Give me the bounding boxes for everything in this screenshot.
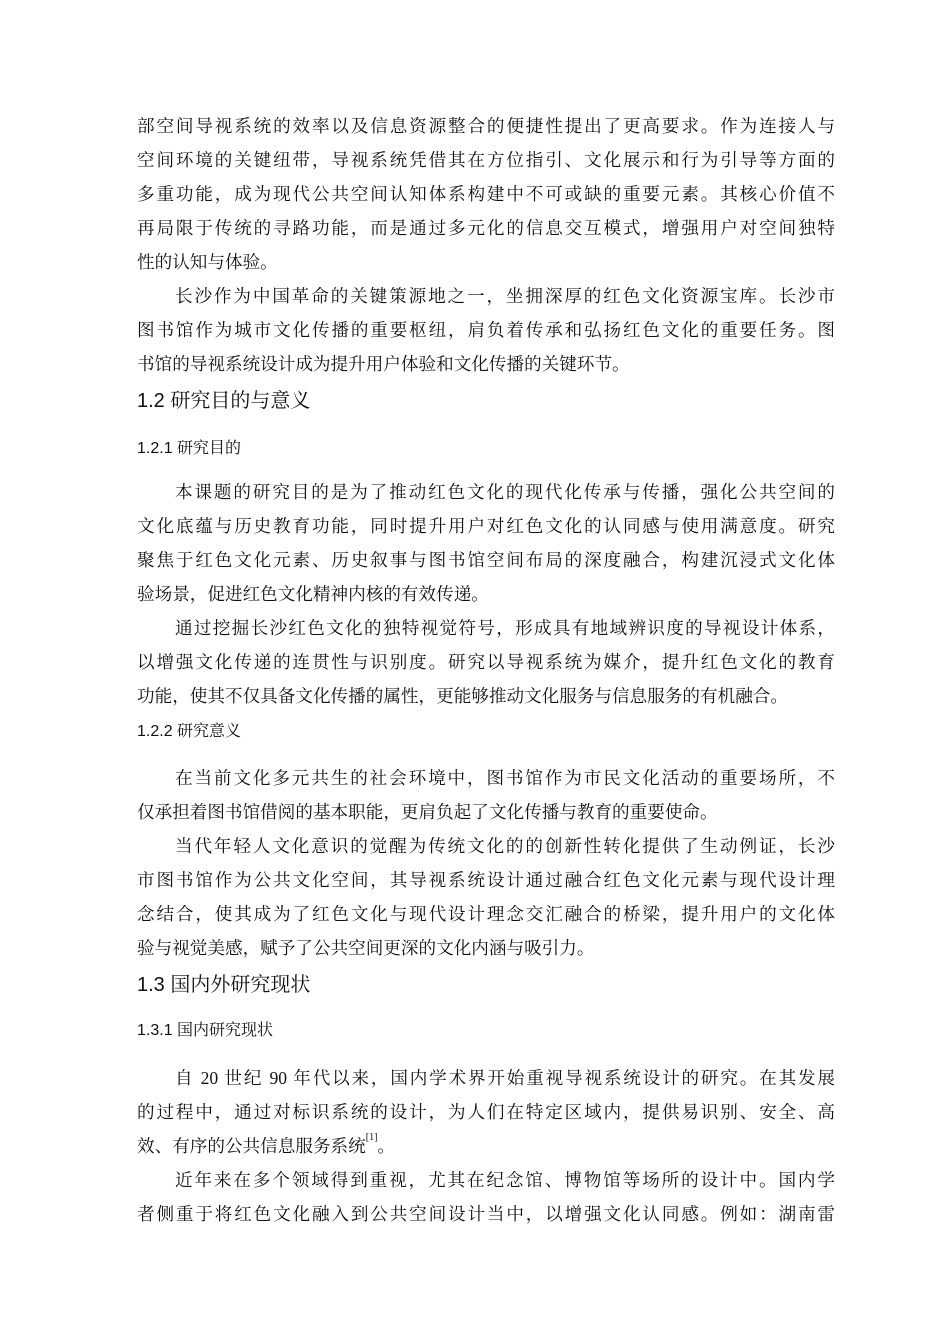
text-line xyxy=(137,1061,835,1095)
section-heading: 1.3 国内外研究现状 xyxy=(137,974,311,996)
line-text: 通过挖掘长沙红色文化的独特视觉符号，形成具有地域辨识度的导视设计体系， xyxy=(175,618,835,638)
text-line xyxy=(137,1197,835,1231)
subsection-heading: 1.2.2 研究意义 xyxy=(137,723,242,740)
line-text: 文化底蕴与历史教育功能，同时提升用户对红色文化的认同感与使用满意度。研究 xyxy=(137,516,835,536)
paragraph xyxy=(137,1163,835,1231)
text-line xyxy=(137,475,835,509)
text-line xyxy=(137,795,835,829)
paragraph xyxy=(137,761,835,829)
text-line xyxy=(137,1163,835,1197)
line-text: 空间环境的关键纽带，导视系统凭借其在方位指引、文化展示和行为引导等方面的 xyxy=(137,150,835,170)
paragraph xyxy=(137,475,835,611)
text-line xyxy=(137,829,835,863)
text-line xyxy=(137,761,835,795)
line-text: 功能，使其不仅具备文化传播的属性，更能够推动文化服务与信息服务的有机融合。 xyxy=(137,686,788,706)
citation-reference[interactable]: [1] xyxy=(365,1132,378,1143)
text-line xyxy=(137,109,835,143)
line-text: 图书馆作为城市文化传播的重要枢纽，肩负着传承和弘扬红色文化的重要任务。图 xyxy=(137,320,835,340)
text-line xyxy=(137,679,835,713)
line-text: 以增强文化传递的连贯性与识别度。研究以导视系统为媒介，提升红色文化的教育 xyxy=(137,652,835,672)
line-text: 验场景，促进红色文化精神内核的有效传递。 xyxy=(137,584,489,604)
text-line xyxy=(137,645,835,679)
text-line xyxy=(137,611,835,645)
line-text: 仅承担着图书馆借阅的基本职能，更肩负起了文化传播与教育的重要使命。 xyxy=(137,802,718,822)
text-line xyxy=(137,245,835,279)
text-line xyxy=(137,1095,835,1129)
line-text: 。 xyxy=(377,1136,396,1156)
text-line xyxy=(137,347,835,381)
line-text: 性的认知与体验。 xyxy=(137,252,278,272)
line-text: 市图书馆作为公共文化空间，其导视系统设计通过融合红色文化元素与现代设计理 xyxy=(137,870,835,890)
line-text: 者侧重于将红色文化融入到公共空间设计当中，以增强文化认同感。例如：湖南雷 xyxy=(137,1204,835,1224)
line-text: 自 20 世纪 90 年代以来，国内学术界开始重视导视系统设计的研究。在其发展 xyxy=(175,1068,835,1088)
text-line xyxy=(137,509,835,543)
line-text: 书馆的导视系统设计成为提升用户体验和文化传播的关键环节。 xyxy=(137,354,630,374)
text-line xyxy=(137,863,835,897)
paragraph xyxy=(137,279,835,381)
paragraph xyxy=(137,109,835,279)
text-line xyxy=(137,1129,835,1163)
line-text: 多重功能，成为现代公共空间认知体系构建中不可或缺的重要元素。其核心价值不 xyxy=(137,184,835,204)
text-line xyxy=(137,177,835,211)
line-text: 验与视觉美感，赋予了公共空间更深的文化内涵与吸引力。 xyxy=(137,938,595,958)
text-line xyxy=(137,897,835,931)
line-text: 近年来在多个领域得到重视，尤其在纪念馆、博物馆等场所的设计中。国内学 xyxy=(175,1170,835,1190)
line-text: 在当前文化多元共生的社会环境中，图书馆作为市民文化活动的重要场所，不 xyxy=(175,768,835,788)
paragraph xyxy=(137,829,835,965)
section-heading: 1.2 研究目的与意义 xyxy=(137,390,311,412)
text-line xyxy=(137,543,835,577)
subsection-heading: 1.2.1 研究目的 xyxy=(137,440,242,457)
line-text: 本课题的研究目的是为了推动红色文化的现代化传承与传播，强化公共空间的 xyxy=(175,482,835,502)
text-line xyxy=(137,143,835,177)
subsection-heading: 1.3.1 国内研究现状 xyxy=(137,1022,274,1039)
paragraph xyxy=(137,611,835,713)
text-line xyxy=(137,279,835,313)
line-text: 聚焦于红色文化元素、历史叙事与图书馆空间布局的深度融合，构建沉浸式文化体 xyxy=(137,550,835,570)
line-text: 当代年轻人文化意识的觉醒为传统文化的的创新性转化提供了生动例证，长沙 xyxy=(175,836,835,856)
paragraph xyxy=(137,1061,835,1163)
line-text: 念结合，使其成为了红色文化与现代设计理念交汇融合的桥梁，提升用户的文化体 xyxy=(137,904,835,924)
line-text: 长沙作为中国革命的关键策源地之一，坐拥深厚的红色文化资源宝库。长沙市 xyxy=(175,286,835,306)
line-text: 再局限于传统的寻路功能，而是通过多元化的信息交互模式，增强用户对空间独特 xyxy=(137,218,835,238)
line-text: 的过程中，通过对标识系统的设计，为人们在特定区域内，提供易识别、安全、高 xyxy=(137,1102,835,1122)
text-line xyxy=(137,577,835,611)
text-line xyxy=(137,313,835,347)
text-line xyxy=(137,931,835,965)
line-text: 部空间导视系统的效率以及信息资源整合的便捷性提出了更高要求。作为连接人与 xyxy=(137,116,835,136)
line-text: 效、有序的公共信息服务系统 xyxy=(137,1136,366,1156)
text-line xyxy=(137,211,835,245)
